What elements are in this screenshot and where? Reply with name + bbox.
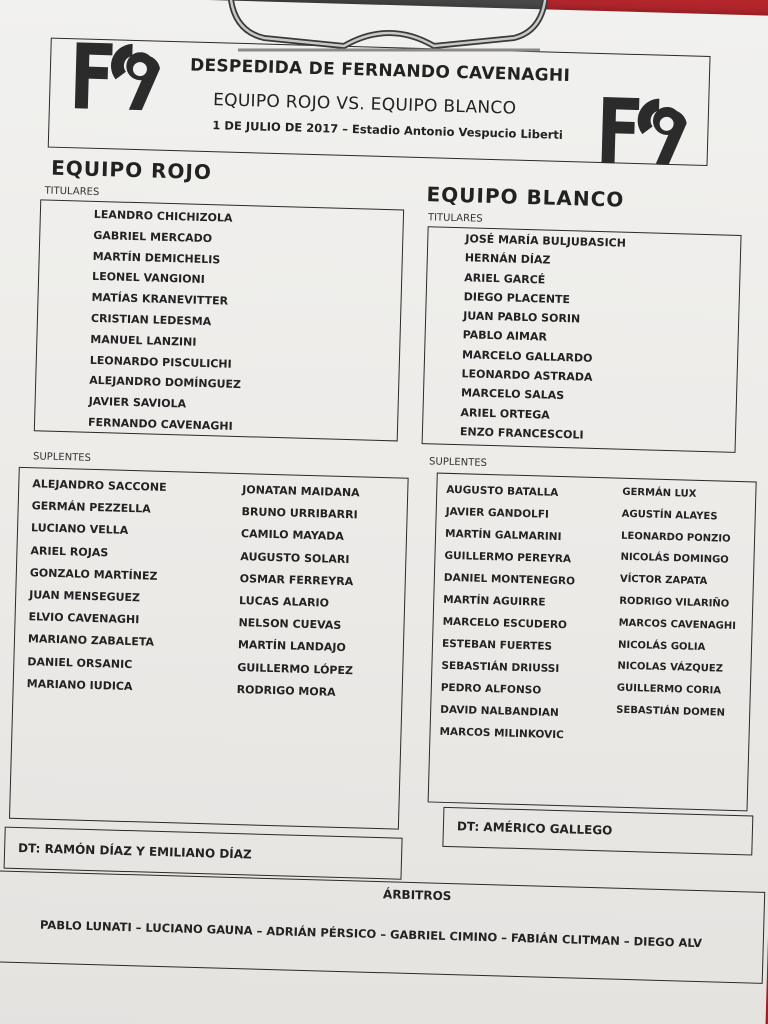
player-name: LEONARDO ASTRADA [461, 367, 593, 384]
player-name: GABRIEL MERCADO [93, 228, 213, 245]
player-name: DAVID NALBANDIAN [440, 703, 559, 720]
blanco-titulares-label: TITULARES [427, 212, 483, 225]
player-name: AUGUSTO SOLARI [240, 549, 350, 566]
player-name: LEANDRO CHICHIZOLA [93, 207, 233, 225]
rojo-suplentes-label: SUPLENTES [32, 451, 92, 464]
rojo-titulares-label: TITULARES [44, 185, 100, 199]
player-name: BRUNO URRIBARRI [241, 505, 358, 522]
player-name: MARTÍN AGUIRRE [443, 593, 546, 609]
player-name: RODRIGO MORA [236, 682, 336, 699]
player-name: ARIEL ROJAS [30, 543, 109, 560]
player-name: MANUEL LANZINI [90, 332, 197, 349]
player-name: ALEJANDRO SACCONE [32, 477, 167, 495]
player-name: NICOLÁS DOMINGO [620, 552, 729, 567]
blanco-suplentes-label: SUPLENTES [428, 456, 488, 469]
player-name: NELSON CUEVAS [238, 616, 342, 633]
player-name: MARCOS MILINKOVIC [439, 725, 565, 742]
player-name: AGUSTÍN ALAYES [621, 508, 718, 523]
player-name: SEBASTIÁN DOMEN [616, 704, 726, 719]
player-name: MARTÍN LANDAJO [237, 638, 346, 655]
fc9-logo-right [597, 89, 699, 172]
player-name: ARIEL ORTEGA [460, 405, 550, 422]
player-name: NICOLAS VÁZQUEZ [617, 661, 724, 675]
player-name: AUGUSTO BATALLA [446, 483, 559, 499]
player-name: LUCAS ALARIO [238, 594, 330, 610]
fc9-logo-left [71, 34, 173, 117]
player-name: RODRIGO VILARIÑO [619, 595, 730, 610]
player-name: LUCIANO VELLA [30, 521, 129, 538]
player-name: GERMÁN PEZZELLA [31, 499, 151, 516]
player-name: MARCELO SALAS [460, 386, 565, 403]
player-name: JUAN MENSEGUEZ [29, 588, 141, 605]
player-name: GUILLERMO PEREYRA [444, 549, 572, 566]
player-name: ENZO FRANCESCOLI [459, 425, 584, 442]
player-name: JONATAN MAIDANA [242, 483, 360, 500]
player-name: LEONARDO PISCULICHI [89, 353, 232, 371]
player-name: MARIANO ZABALETA [27, 632, 155, 650]
player-name: GERMÁN LUX [622, 486, 697, 500]
player-name: OSMAR FERREYRA [239, 571, 354, 589]
player-name: MARTÍN GALMARINI [444, 527, 562, 544]
player-name: MARCELO ESCUDERO [442, 615, 568, 632]
blanco-suplentes-list-2 [616, 482, 740, 725]
rojo-suplentes-list-2 [236, 479, 360, 704]
player-name: CRISTIAN LEDESMA [90, 311, 212, 329]
player-name: LEONARDO PONZIO [620, 530, 731, 545]
player-name: GONZALO MARTÍNEZ [29, 566, 158, 583]
rojo-suplentes-list-1 [26, 473, 166, 699]
player-name: PEDRO ALFONSO [440, 681, 542, 697]
clipboard-clip [224, 0, 554, 75]
player-name: DANIEL MONTENEGRO [443, 571, 576, 588]
player-name: HERNÁN DÍAZ [464, 251, 551, 267]
player-name: CAMILO MAYADA [240, 527, 345, 544]
rojo-title: EQUIPO ROJO [50, 155, 213, 185]
blanco-title: EQUIPO BLANCO [426, 182, 625, 212]
player-name: VÍCTOR ZAPATA [619, 573, 708, 588]
player-name: ALEJANDRO DOMÍNGUEZ [89, 374, 242, 392]
arbitros-names: PABLO LUNATI – LUCIANO GAUNA – ADRIÁN PÉRSICO – GABRIEL CIMINO – FABIÁN CLITMAN – DIEGO ALV [39, 917, 703, 951]
player-name: GUILLERMO LÓPEZ [237, 660, 354, 677]
rojo-dt: DT: RAMÓN DÍAZ Y EMILIANO DÍAZ [17, 841, 252, 862]
player-name: LEONEL VANGIONI [91, 270, 205, 287]
player-name: MARIANO IUDICA [26, 677, 133, 693]
player-name: FERNANDO CAVENAGHI [87, 415, 233, 433]
arbitros-title: ÁRBITROS [382, 887, 452, 904]
player-name: JOSÉ MARÍA BULJUBASICH [465, 232, 627, 250]
player-name: MARCOS CAVENAGHI [618, 617, 737, 632]
rojo-titulares-list [88, 205, 246, 438]
player-name: JAVIER GANDOLFI [445, 505, 550, 521]
blanco-dt: DT: AMÉRICO GALLEGO [456, 819, 613, 838]
date-venue: 1 DE JULIO DE 2017 – Estadio Antonio Vespucio Liberti [212, 118, 564, 142]
player-name: MARTÍN DEMICHELIS [92, 249, 221, 267]
blanco-suplentes-list-1 [439, 479, 577, 747]
player-name: DANIEL ORSANIC [27, 654, 133, 671]
player-name: ESTEBAN FUERTES [441, 637, 553, 653]
event-title: DESPEDIDA DE FERNANDO CAVENAGHI [189, 55, 571, 87]
player-name: MARCELO GALLARDO [461, 347, 593, 365]
blanco-titulares-list [460, 229, 626, 446]
player-name: MATÍAS KRANEVITTER [91, 291, 229, 308]
player-name: NICOLÁS GOLIA [617, 639, 706, 653]
matchup-title: EQUIPO ROJO VS. EQUIPO BLANCO [212, 90, 517, 119]
player-name: JAVIER SAVIOLA [88, 394, 187, 411]
player-name: PABLO AIMAR [462, 328, 548, 345]
player-name: SEBASTIÁN DRIUSSI [441, 659, 560, 676]
player-name: ARIEL GARCÉ [464, 270, 546, 287]
player-name: GUILLERMO CORIA [616, 682, 722, 697]
player-name: ELVIO CAVENAGHI [28, 610, 140, 627]
player-name: JUAN PABLO SORIN [463, 309, 581, 326]
player-name: DIEGO PLACENTE [463, 290, 571, 307]
